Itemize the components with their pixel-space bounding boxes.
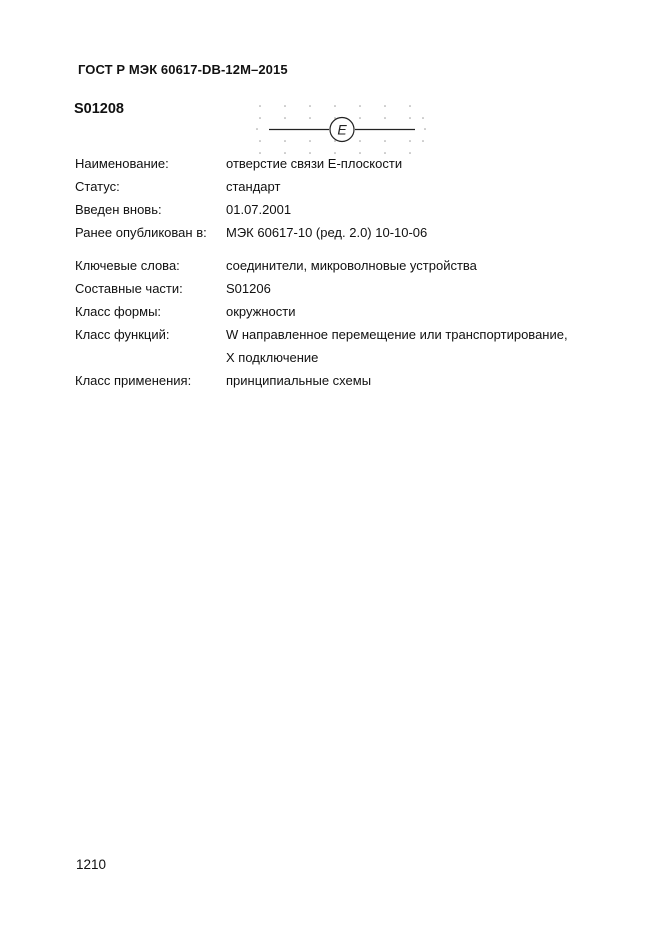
field-label: Ранее опубликован в:	[75, 225, 207, 240]
field-components	[75, 277, 635, 300]
field-value: МЭК 60617-10 (ред. 2.0) 10-10-06	[226, 225, 428, 240]
field-value: 01.07.2001	[226, 202, 292, 217]
symbol-letter: E	[337, 121, 347, 138]
symbol-attributes	[75, 152, 635, 392]
field-value: S01206	[226, 281, 271, 296]
field-value	[226, 323, 635, 369]
field-label: Ключевые слова:	[75, 258, 180, 273]
field-label: Введен вновь:	[75, 202, 162, 217]
field-shape-class	[75, 300, 635, 323]
field-label: Класс формы:	[75, 304, 162, 319]
document-header: ГОСТ Р МЭК 60617-DB-12M–2015	[78, 62, 288, 77]
field-label: Класс применения:	[75, 373, 192, 388]
field-keywords	[75, 254, 635, 277]
field-value: принципиальные схемы	[226, 373, 372, 388]
field-value: отверстие связи E-плоскости	[226, 156, 403, 171]
field-label: Класс функций:	[75, 327, 170, 342]
symbol-graphic	[255, 100, 430, 160]
field-value: стандарт	[226, 179, 281, 194]
field-label: Статус:	[75, 179, 120, 194]
field-application-class	[75, 369, 635, 392]
field-value: соединители, микроволновые устройства	[226, 258, 477, 273]
page-number: 1210	[76, 857, 107, 872]
field-name	[75, 152, 635, 175]
field-value-line: X подключение	[226, 350, 319, 365]
field-previously-published	[75, 221, 635, 244]
field-function-class	[75, 323, 635, 369]
field-introduced	[75, 198, 635, 221]
field-value-line: W направленное перемещение или транспортирование,	[226, 327, 568, 342]
field-label: Составные части:	[75, 281, 183, 296]
field-label: Наименование:	[75, 156, 169, 171]
field-value: окружности	[226, 304, 296, 319]
symbol-code: S01208	[74, 101, 124, 117]
field-status	[75, 175, 635, 198]
